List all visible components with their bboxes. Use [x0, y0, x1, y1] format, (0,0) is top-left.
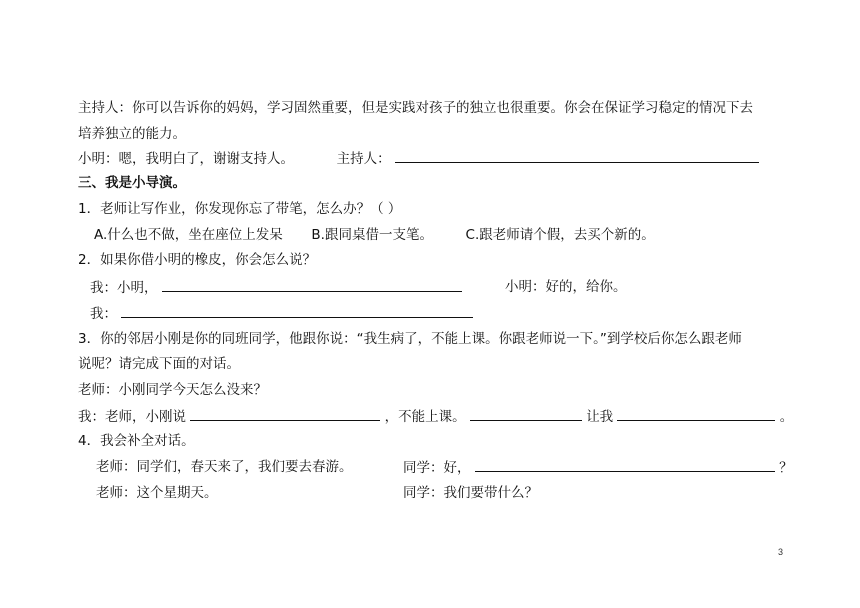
q3-me-end: 。: [779, 409, 794, 425]
q1-option-c[interactable]: C.跟老师请个假，去买个新的。: [465, 227, 655, 243]
q1-text: 1．老师让写作业，你发现你忘了带笔，怎么办？（ ）: [78, 201, 402, 217]
q4-teacher-1: 老师：同学们，春天来了，我们要去春游。: [96, 459, 353, 475]
host-line-2: 培养独立的能力。: [78, 126, 186, 142]
q3-me-rang: 让我: [586, 409, 614, 425]
q4-student-2: 同学：我们要带什么？: [403, 485, 538, 501]
q3-me-mid: ，不能上课。: [384, 409, 466, 425]
xiaoming-reply-row: [78, 148, 759, 169]
q1-options-row: [94, 225, 655, 245]
q4-student-row-1: [403, 457, 793, 478]
host-label: 主持人：: [336, 151, 391, 167]
q2-text: 2．如果你借小明的橡皮，你会怎么说？: [78, 252, 317, 268]
q4-student-1-end: ？: [779, 460, 793, 476]
q2-xiaoming-reply: 小明：好的，给你。: [505, 279, 627, 295]
q1-option-b[interactable]: B.跟同桌借一支笔。: [311, 227, 433, 243]
q3-teacher-line: 老师：小刚同学今天怎么没来？: [78, 382, 267, 398]
q2-me-label-2: 我：: [90, 306, 117, 322]
page-number: 3: [778, 547, 784, 557]
q2-me-label: 我：小明，: [90, 280, 158, 296]
xiaoming-reply: 小明：嗯，我明白了，谢谢支持人。: [78, 151, 294, 167]
q3-text-line-1: 3．你的邻居小刚是你的同班同学，他跟你说：“我生病了，不能上课。你跟老师说一下。”到学校后你怎么跟老师: [78, 331, 742, 347]
q2-me-blank-2[interactable]: [121, 303, 473, 318]
q4-student-1: 同学：好，: [403, 460, 471, 476]
q4-teacher-2: 老师：这个星期天。: [96, 485, 218, 501]
q3-me-row: [78, 406, 793, 427]
q2-me-blank-1[interactable]: [162, 277, 462, 292]
q2-row-2: [90, 303, 473, 324]
host-answer-blank[interactable]: [395, 148, 759, 163]
q4-text: 4．我会补全对话。: [78, 433, 195, 449]
q2-row-1: [90, 277, 462, 298]
section-3-heading: 三、我是小导演。: [78, 175, 186, 191]
q3-blank-2[interactable]: [470, 406, 582, 421]
q3-me-prefix: 我：老师，小刚说: [78, 409, 186, 425]
q3-blank-1[interactable]: [190, 406, 380, 421]
q4-student-blank[interactable]: [475, 457, 775, 472]
q3-text-line-2: 说呢？请完成下面的对话。: [78, 356, 240, 372]
host-line-1: 主持人：你可以告诉你的妈妈，学习固然重要，但是实践对孩子的独立也很重要。你会在保证学习稳定的情况下去: [78, 100, 753, 116]
q3-blank-3[interactable]: [617, 406, 775, 421]
q1-option-a[interactable]: A.什么也不做，坐在座位上发呆: [94, 227, 283, 243]
